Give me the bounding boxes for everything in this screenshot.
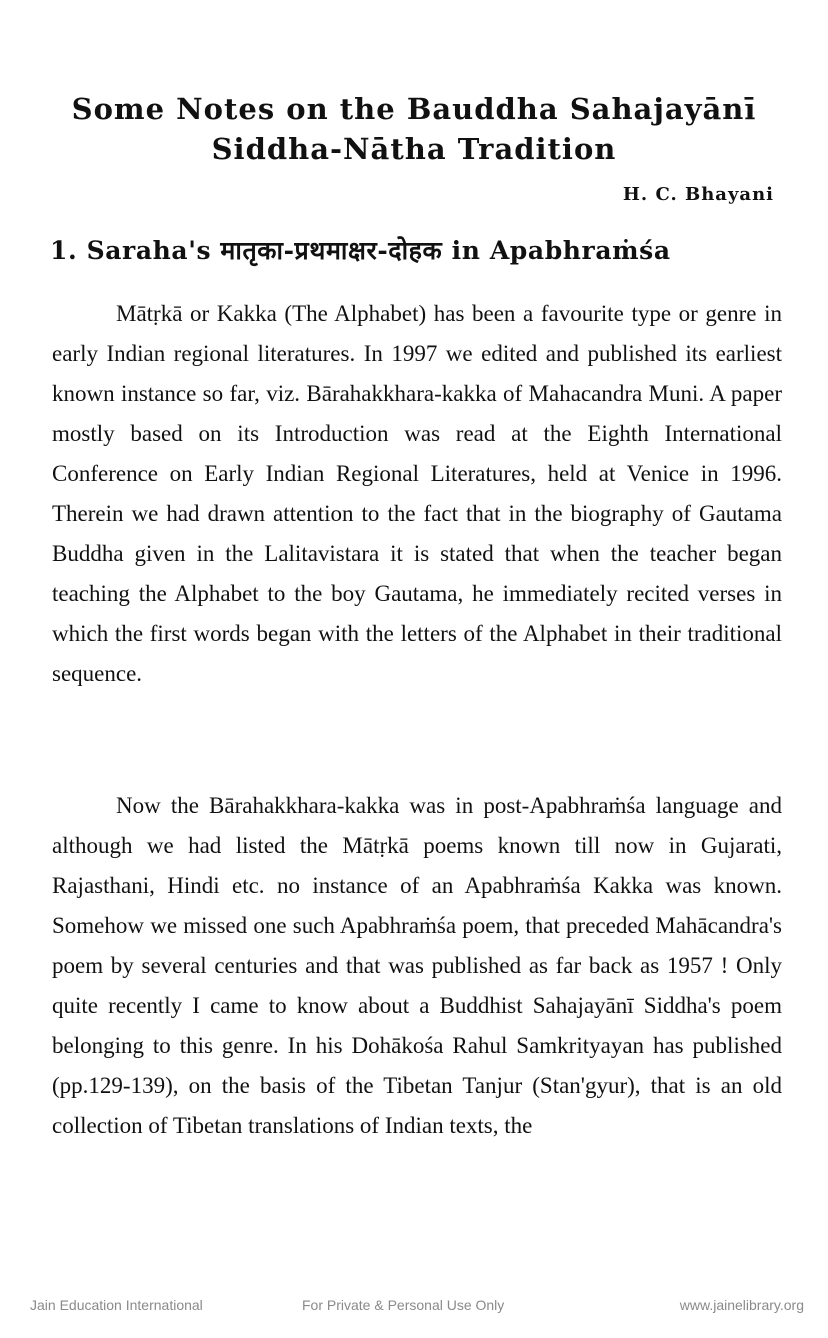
footer-left-text: Jain Education International [30, 1297, 203, 1313]
body-paragraph-2: Now the Bārahakkhara-kakka was in post-Apabhraṁśa language and although we had listed the Mātṛkā poems known till now in Gujarati, Rajasthani, Hindi etc. no instance of an Apabhraṁśa Kakka was known. Somehow we missed one such Apabhraṁśa poem, that preceded Mahācandra's poem by several centuries and that was published as far back as 1957 ! Only quite recently I came to know about a Buddhist Sahajayānī Siddha's poem belonging to this genre. In his Dohākośa Rahul Samkrityayan has published (pp.129-139), on the basis of the Tibetan Tanjur (Stan'gyur), that is an old collection of Tibetan translations of Indian texts, the [52, 793, 782, 1138]
footer-center-text: For Private & Personal Use Only [302, 1297, 505, 1313]
title-line-2: Siddha-Nātha Tradition [211, 132, 617, 166]
title-line-1: Some Notes on the Bauddha Sahajayānī [71, 92, 757, 126]
body-paragraph-1: Mātṛkā or Kakka (The Alphabet) has been a favourite type or genre in early Indian regional literatures. In 1997 we edited and published its earliest known instance so far, viz. Bārahakkhara-kakka of Mahacandra Muni. A paper mostly based on its Introduction was read at the Eighth International Conference on Early Indian Regional Literatures, held at Venice in 1996. Therein we had drawn attention to the fact that in the biography of Gautama Buddha given in the Lalitavistara it is stated that when the teacher began teaching the Alphabet to the boy Gautama, he immediately recited verses in which the first words began with the letters of the Alphabet in their traditional sequence. [52, 301, 782, 686]
author-name: H. C. Bhayani [622, 184, 774, 205]
footer-right-link[interactable]: www.jainelibrary.org [679, 1297, 804, 1313]
section-heading: 1. Saraha's मातृका-प्रथमाक्षर-दोहक in Apabhraṁśa [50, 236, 671, 265]
